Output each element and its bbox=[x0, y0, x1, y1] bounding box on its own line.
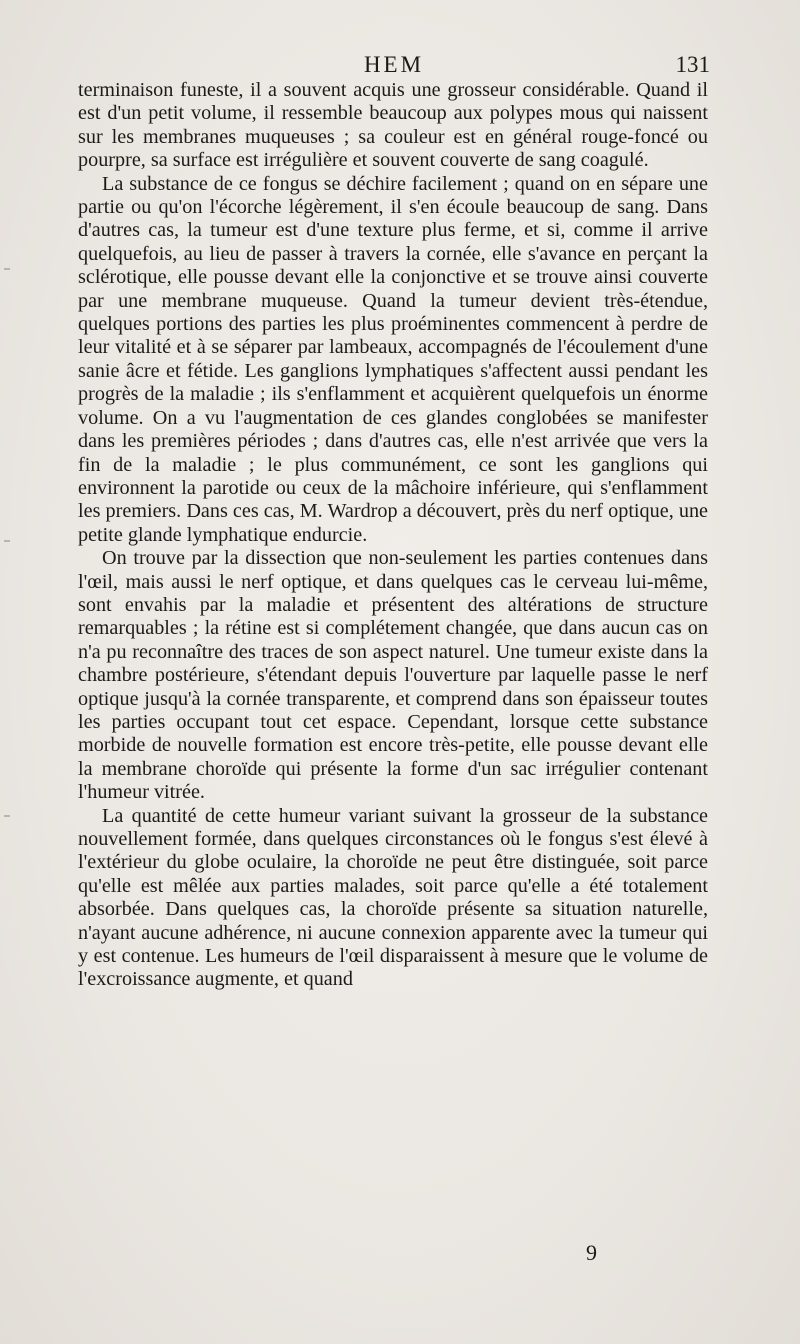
margin-mark bbox=[4, 540, 10, 542]
body-text bbox=[78, 79, 708, 992]
page-number: 131 bbox=[675, 52, 710, 77]
page-header bbox=[78, 48, 710, 82]
signature-mark: 9 bbox=[586, 1240, 597, 1265]
margin-mark bbox=[4, 815, 10, 817]
paragraph-4: La quantité de cette humeur variant suivant la grosseur de la substance nouvellement formée, dans quelques circonstances où le fongus s'est élevé à l'extérieur du globe oculaire, la choroïde ne peut être distinguée, soit parce qu'elle est mêlée aux parties malades, soit parce qu'elle a été totalement absorbée. Dans quelques cas, la choroïde présente sa situation naturelle, n'ayant aucune adhérence, ni aucune connexion apparente avec la tumeur qui y est contenue. Les humeurs de l'œil disparaissent à mesure que le volume de l'excroissance augmente, et quand bbox=[78, 804, 708, 991]
margin-mark bbox=[4, 268, 10, 270]
paragraph-1: terminaison funeste, il a souvent acquis une grosseur considérable. Quand il est d'un petit volume, il ressemble beaucoup aux polypes mous qui naissent sur les membranes muqueuses ; sa couleur est en général rouge-foncé ou pourpre, sa surface est irrégulière et souvent couverte de sang coagulé. bbox=[78, 79, 708, 172]
running-head: HEM bbox=[363, 52, 425, 77]
paragraph-2: La substance de ce fongus se déchire facilement ; quand on en sépare une partie ou qu'on l'écorche légèrement, il s'en écoule beaucoup de sang. Dans d'autres cas, la tumeur est d'une texture plus ferme, et si, comme il arrive quelquefois, au lieu de passer à travers la cornée, elle s'avance en perçant la sclérotique, elle pousse devant elle la conjonctive et se trouve ainsi couverte par une membrane muqueuse. Quand la tumeur devient très-étendue, quelques portions des parties les plus proéminentes commencent à perdre de leur vitalité et à se séparer par lambeaux, accompagnés de l'écoulement d'une sanie âcre et fétide. Les ganglions lymphatiques s'affectent aussi pendant les progrès de la maladie ; ils s'enflamment et acquièrent quelquefois un énorme volume. On a vu l'augmentation de ces glandes conglobées se manifester dans les premières périodes ; dans d'autres cas, elle n'est arrivée que vers la fin de la maladie ; le plus communément, ce sont les ganglions qui environnent la parotide ou ceux de la mâchoire inférieure, qui s'enflamment les premiers. Dans ces cas, M. Wardrop a découvert, près du nerf optique, une petite glande lymphatique endurcie. bbox=[78, 172, 708, 546]
paragraph-3: On trouve par la dissection que non-seulement les parties contenues dans l'œil, mais aussi le nerf optique, et dans quelques cas le cerveau lui-même, sont envahis par la maladie et présentent des altérations de structure remarquables ; la rétine est si complétement changée, que dans aucun cas on n'a pu reconnaître des traces de son aspect naturel. Une tumeur existe dans la chambre postérieure, s'étendant depuis l'ouverture par laquelle passe le nerf optique jusqu'à la cornée transparente, et comprend dans son épaisseur toutes les parties occupant tout cet espace. Cependant, lorsque cette substance morbide de nouvelle formation est encore très-petite, elle pousse devant elle la membrane choroïde qui présente la forme d'un sac irrégulier contenant l'humeur vitrée. bbox=[78, 547, 708, 804]
